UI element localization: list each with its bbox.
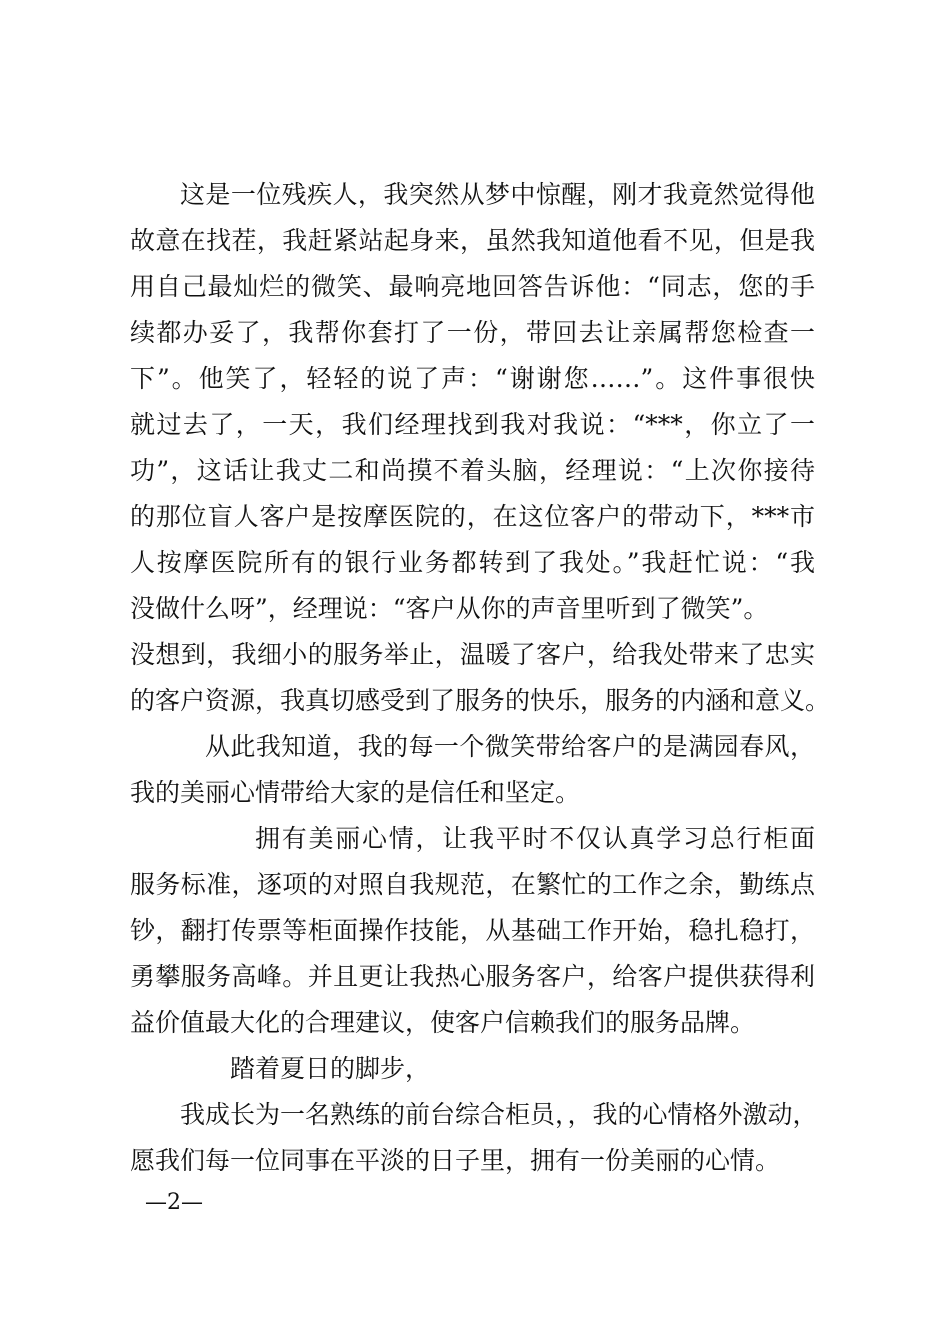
text-line: 人按摩医院所有的银行业务都转到了我处。”我赶忙说：“我 (130, 548, 815, 577)
text-line: 踏着夏日的脚步， (230, 1054, 431, 1083)
text-line: 的那位盲人客户是按摩医院的，在这位客户的带动下，***市 (130, 502, 815, 531)
text-line: 这是一位残疾人，我突然从梦中惊醒，刚才我竟然觉得他 (180, 180, 815, 209)
page-number: —2— (145, 1190, 203, 1215)
text-line: 服务标准，逐项的对照自我规范，在繁忙的工作之余，勤练点 (130, 870, 815, 899)
text-line: 续都办妥了，我帮你套打了一份，带回去让亲属帮您检查一 (130, 318, 815, 347)
text-line: 勇攀服务高峰。并且更让我热心服务客户，给客户提供获得利 (130, 962, 815, 991)
text-line: 益价值最大化的合理建议，使客户信赖我们的服务品牌。 (130, 1008, 756, 1037)
text-line: 的客户资源，我真切感受到了服务的快乐，服务的内涵和意义。 (130, 686, 831, 715)
text-line: 我成长为一名熟练的前台综合柜员，，我的心情格外激动， (180, 1100, 818, 1129)
text-line: 没想到，我细小的服务举止，温暖了客户，给我处带来了忠实 (130, 640, 815, 669)
document-body (0, 172, 950, 1184)
text-line: 没做什么呀”，经理说：“客户从你的声音里听到了微笑”。 (130, 594, 769, 623)
text-line: 就过去了，一天，我们经理找到我对我说：“***，你立了一 (130, 410, 815, 439)
text-line: 故意在找茬，我赶紧站起身来，虽然我知道他看不见，但是我 (130, 226, 815, 255)
text-line: 从此我知道，我的每一个微笑带给客户的是满园春风， (205, 732, 815, 761)
text-line: 下”。他笑了，轻轻的说了声：“谢谢您……”。这件事很快 (130, 364, 815, 393)
text-line: 功”，这话让我丈二和尚摸不着头脑，经理说：“上次你接待 (130, 456, 815, 485)
text-line: 愿我们每一位同事在平淡的日子里，拥有一份美丽的心情。 (130, 1146, 781, 1175)
text-line: 用自己最灿烂的微笑、最响亮地回答告诉他：“同志，您的手 (130, 272, 815, 301)
text-line: 我的美丽心情带给大家的是信任和坚定。 (130, 778, 581, 807)
text-line: 钞，翻打传票等柜面操作技能，从基础工作开始，稳扎稳打， (130, 916, 815, 945)
text-line: 拥有美丽心情，让我平时不仅认真学习总行柜面 (255, 824, 815, 853)
